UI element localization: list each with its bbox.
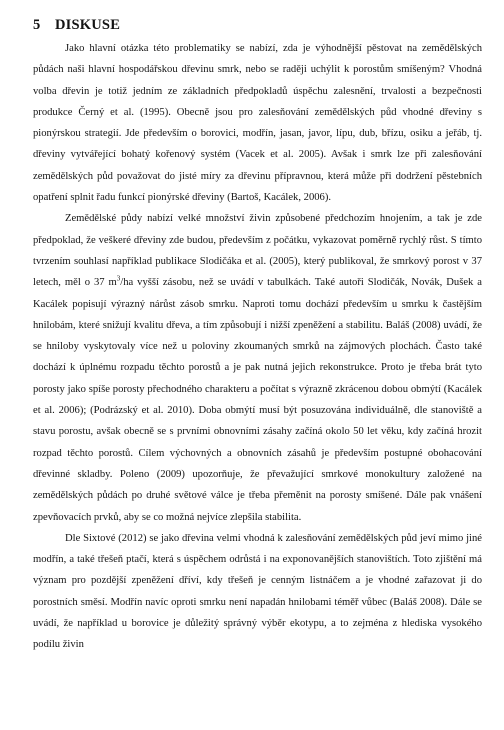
section-number: 5	[33, 17, 41, 33]
section-title: DISKUSE	[55, 17, 121, 33]
superscript-cubic: 3	[116, 274, 121, 283]
section-heading	[33, 16, 482, 34]
paragraph-2-part-a: Zemědělské půdy nabízí velké množství živin způsobené předchozím hnojením, a tak je zde předpoklad, že veškeré dřeviny zde budou, především z počátku, vykazovat poměrně rychlý růst. S tímto tvrzením souhlasí například publikace Slodičáka et al. (2005), který publikoval, že smrkový porost v 37 letech, měl o 37 m	[33, 213, 482, 289]
paragraph-1: Jako hlavní otázka této problematiky se nabízí, zda je výhodnější pěstovat na zemědělských půdách naši hlavní hospodářskou dřevinu smrk, nebo se raději uchýlit k porostům smíšeným? Vhodná volba dřevin je totiž jedním ze základních předpokladů úspěchu zalesnění, trvalosti a bezpečnosti produkce Černý et al. (1995). Obecně jsou pro zalesňování zemědělských půd vhodné dřeviny s pionýrskou strategií. Jde především o borovici, modřín, jasan, javor, lípu, dub, břízu, osiku a jeřáb, tj. dřeviny vytvářející bohatý kořenový systém (Vacek et al. 2005). Avšak i smrk lze při zalesňování zemědělských půd považovat do jisté míry za dřevinu přípravnou, která může při dodržení pěstebních opatření splnit řadu funkcí pionýrské dřeviny (Bartoš, Kacálek, 2006).	[33, 43, 482, 204]
paragraph-3: Dle Sixtové (2012) se jako dřevina velmi vhodná k zalesňování zemědělských půd jeví mimo jiné modřín, a také třešeň ptačí, která s úspěchem odrůstá i na exponovanějších stanovištích. Toto zjištění má význam pro pozdější zpeněžení dříví, kdy třešeň je cenným listnáčem a je vhodné zařazovat ji do porostních směsí. Modřín navíc oproti smrku není napadán hnilobami téměř vůbec (Baláš 2008). Dále se uvádí, že například u borovice je důležitý správný výběr ekotypu, a to zejména z hlediska vysokého podílu živin	[33, 532, 482, 651]
paragraph-2	[33, 208, 482, 527]
paragraph-2-part-b: /ha vyšší zásobu, než se uvádí v tabulkách. Také autoři Slodičák, Novák, Dušek a Kacálek popisují výrazný nárůst zásob smrku. Naproti tomu dochází především u smrku k častějším hnilobám, které snižují kvalitu dřeva, a tím způsobují i nižší zpeněžení a stabilitu. Baláš (2008) uvádí, že se hniloby vyskytovaly více než u poloviny zkoumaných smrků na zájmových plochách. Často také dochází k úplnému rozpadu těchto porostů a je pak nutná jejich rekonstrukce. Proto je třeba brát tyto porosty jako spíše porosty přechodného charakteru a počítat s výrazně zkrácenou dobou obmýtí (Kacálek et al. 2006); (Podrázský et al. 2010). Doba obmýtí musí být posuzována individuálně, dle stanoviště a stavu porostu, avšak obecně se s prvními obnovními zásahy začíná okolo 50 let věku, kdy začíná hrozit rozpad těchto porostů. Cílem výchovných a obnovních zásahů je především postupné obohacování dřevinné skladby. Poleno (2009) upozorňuje, že převažující smrkové monokultury založené na zemědělských půdách po druhé světové válce je třeba přeměnit na porosty smíšené. Dále pak vnášení zpevňovacích prvků, aby se co možná nejvíce zlepšila stabilita.	[33, 277, 482, 523]
